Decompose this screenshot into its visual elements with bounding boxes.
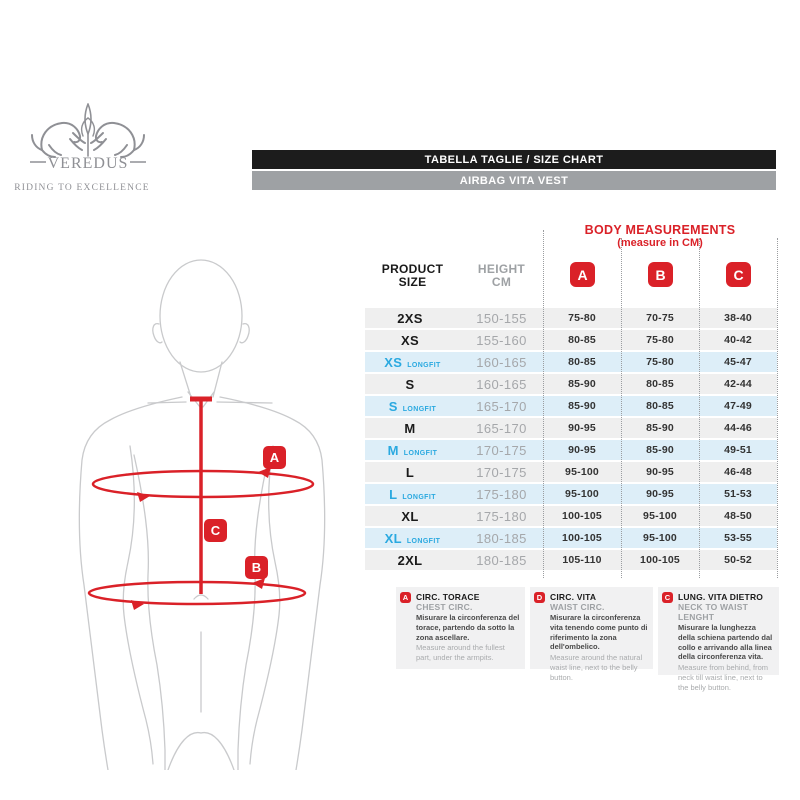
product-label-line2: SIZE: [398, 275, 427, 289]
size-cell: [365, 421, 460, 436]
footnote-title: LUNG. VITA DIETRO: [678, 592, 764, 602]
diagram-badge-c: C: [204, 519, 227, 542]
waist-arrow-icon: [252, 578, 265, 589]
size-label: L: [389, 486, 398, 502]
height-cell: 175-180: [476, 508, 527, 524]
body-measurements-header: [543, 223, 777, 249]
chest-arrow-icon: [137, 492, 150, 502]
subtitle-bar: AIRBAG VITA VEST: [252, 171, 776, 190]
measure-c-cell: 45-47: [724, 356, 752, 368]
measure-b-cell: 75-80: [646, 334, 674, 346]
size-cell: [365, 377, 460, 392]
measure-b-cell: 70-75: [646, 312, 674, 324]
column-badge-b: B: [648, 262, 673, 287]
footnote-badge-a: A: [400, 592, 411, 603]
size-cell: [365, 333, 460, 348]
longfit-label: LONGFIT: [407, 361, 441, 369]
measure-b-cell: 95-100: [643, 532, 677, 544]
footnote-text-it: Misurare la circonferenza vita tenendo come punto di riferimento la zona dell'ombelico.: [550, 613, 648, 652]
height-cell: 165-170: [476, 398, 527, 414]
column-separator: [699, 238, 700, 578]
table-row: [365, 374, 777, 394]
size-label: M: [404, 420, 416, 436]
measurement-marks: [89, 399, 313, 610]
footnote-neck-to-waist: [658, 587, 779, 692]
measure-c-cell: 38-40: [724, 312, 752, 324]
measure-a-cell: 100-105: [562, 510, 602, 522]
table-row: [365, 330, 777, 350]
veredus-logo: [26, 98, 150, 178]
size-label: XL: [401, 508, 419, 524]
measure-a-cell: 100-105: [562, 532, 602, 544]
waist-measure-ellipse: [89, 582, 305, 604]
table-row: [365, 506, 777, 526]
footnote-text-it: Misurare la circonferenza del torace, partendo da sotto la zona ascellare.: [416, 613, 520, 642]
size-label: S: [405, 376, 415, 392]
size-cell: [365, 509, 460, 524]
title-bar: TABELLA TAGLIE / SIZE CHART: [252, 150, 776, 169]
logo-tagline: RIDING TO EXCELLENCE: [14, 183, 150, 193]
measure-a-cell: 90-95: [568, 422, 596, 434]
measure-a-cell: 80-85: [568, 334, 596, 346]
footnote-text-en: Measure around the fullest part, under the armpits.: [416, 643, 505, 662]
height-cell: 170-175: [476, 464, 527, 480]
measure-b-cell: 80-85: [646, 378, 674, 390]
footnote-waist: [530, 587, 653, 682]
measure-c-cell: 51-53: [724, 488, 752, 500]
height-label-line1: HEIGHT: [477, 262, 526, 276]
table-row: [365, 462, 777, 482]
longfit-label: LONGFIT: [406, 537, 441, 545]
measure-c-cell: 49-51: [724, 444, 752, 456]
size-cell: [365, 487, 460, 502]
height-cell: 160-165: [476, 354, 527, 370]
column-header-height: [460, 263, 543, 289]
footnote-subtitle: NECK TO WAIST LENGHT: [678, 602, 748, 622]
measure-a-cell: 80-85: [568, 356, 596, 368]
longfit-label: LONGFIT: [403, 449, 438, 457]
column-separator: [543, 230, 544, 578]
measure-a-cell: 105-110: [562, 554, 602, 566]
footnote-subtitle: CHEST CIRC.: [416, 602, 473, 612]
product-label-line1: PRODUCT: [381, 262, 444, 276]
height-cell: 150-155: [476, 310, 527, 326]
body-silhouette-diagram: [30, 250, 380, 770]
table-row: [365, 396, 777, 416]
size-cell: [365, 355, 460, 370]
size-cell: [365, 311, 460, 326]
footnote-title: CIRC. TORACE: [416, 592, 480, 602]
size-label: S: [388, 398, 398, 414]
size-cell: [365, 443, 460, 458]
footnote-badge-c: C: [662, 592, 673, 603]
measure-a-cell: 95-100: [565, 488, 599, 500]
measure-a-cell: 85-90: [568, 400, 596, 412]
size-label: XL: [384, 530, 402, 546]
logo-brand-text: VEREDUS: [47, 155, 129, 172]
column-separator: [777, 238, 778, 578]
size-table: [365, 308, 777, 572]
size-label: XS: [384, 354, 403, 370]
table-row: [365, 308, 777, 328]
height-cell: 175-180: [476, 486, 527, 502]
height-cell: 165-170: [476, 420, 527, 436]
measure-b-cell: 85-90: [646, 444, 674, 456]
body-measurements-title: BODY MEASUREMENTS: [584, 223, 736, 237]
footnote-text-en: Measure around the natural waist line, next to the belly button.: [550, 653, 643, 682]
measure-b-cell: 75-80: [646, 356, 674, 368]
column-badge-c: C: [726, 262, 751, 287]
logo-horses-icon: [32, 104, 144, 157]
longfit-label: LONGFIT: [402, 493, 436, 501]
table-row: [365, 352, 777, 372]
measure-a-cell: 85-90: [568, 378, 596, 390]
height-cell: 180-185: [476, 530, 527, 546]
measure-c-cell: 47-49: [724, 400, 752, 412]
diagram-badge-a: A: [263, 446, 286, 469]
size-label: 2XS: [397, 310, 423, 326]
measure-a-cell: 95-100: [565, 466, 599, 478]
measure-c-cell: 44-46: [724, 422, 752, 434]
table-row: [365, 550, 777, 570]
height-cell: 170-175: [476, 442, 527, 458]
body-measurements-subtitle: (measure in CM): [617, 237, 703, 249]
measure-a-cell: 90-95: [568, 444, 596, 456]
measure-c-cell: 40-42: [724, 334, 752, 346]
size-cell: [365, 531, 460, 546]
chest-measure-ellipse: [93, 471, 313, 497]
table-row: [365, 418, 777, 438]
size-cell: [365, 465, 460, 480]
height-label-line2: CM: [491, 275, 512, 289]
column-separator: [621, 238, 622, 578]
height-cell: 180-185: [476, 552, 527, 568]
size-label: M: [387, 442, 399, 458]
size-label: 2XL: [397, 552, 423, 568]
footnote-text-en: Measure from behind, from neck till waist line, next to the belly button.: [678, 663, 769, 692]
diagram-badge-b: B: [245, 556, 268, 579]
footnote-subtitle: WAIST CIRC.: [550, 602, 605, 612]
table-row: [365, 484, 777, 504]
measure-b-cell: 90-95: [646, 488, 674, 500]
footnote-badge-d: D: [534, 592, 545, 603]
measure-c-cell: 48-50: [724, 510, 752, 522]
column-header-product-size: [365, 263, 460, 289]
footnote-chest: [396, 587, 525, 669]
column-badge-a: A: [570, 262, 595, 287]
longfit-label: LONGFIT: [402, 405, 437, 413]
measure-b-cell: 80-85: [646, 400, 674, 412]
height-cell: 155-160: [476, 332, 527, 348]
size-label: L: [405, 464, 415, 480]
table-row: [365, 440, 777, 460]
measure-c-cell: 46-48: [724, 466, 752, 478]
measure-b-cell: 90-95: [646, 466, 674, 478]
footnote-title: CIRC. VITA: [550, 592, 597, 602]
measure-a-cell: 75-80: [568, 312, 596, 324]
measure-c-cell: 53-55: [724, 532, 752, 544]
size-cell: [365, 399, 460, 414]
table-row: [365, 528, 777, 548]
measure-c-cell: 42-44: [724, 378, 752, 390]
measure-b-cell: 95-100: [643, 510, 677, 522]
measure-c-cell: 50-52: [724, 554, 752, 566]
footnote-text-it: Misurare la lunghezza della schiena partendo dal collo e arrivando alla linea della circonferenza vita.: [678, 623, 773, 662]
size-label: XS: [401, 332, 419, 348]
measure-b-cell: 85-90: [646, 422, 674, 434]
measure-b-cell: 100-105: [640, 554, 680, 566]
height-cell: 160-165: [476, 376, 527, 392]
size-cell: [365, 553, 460, 568]
